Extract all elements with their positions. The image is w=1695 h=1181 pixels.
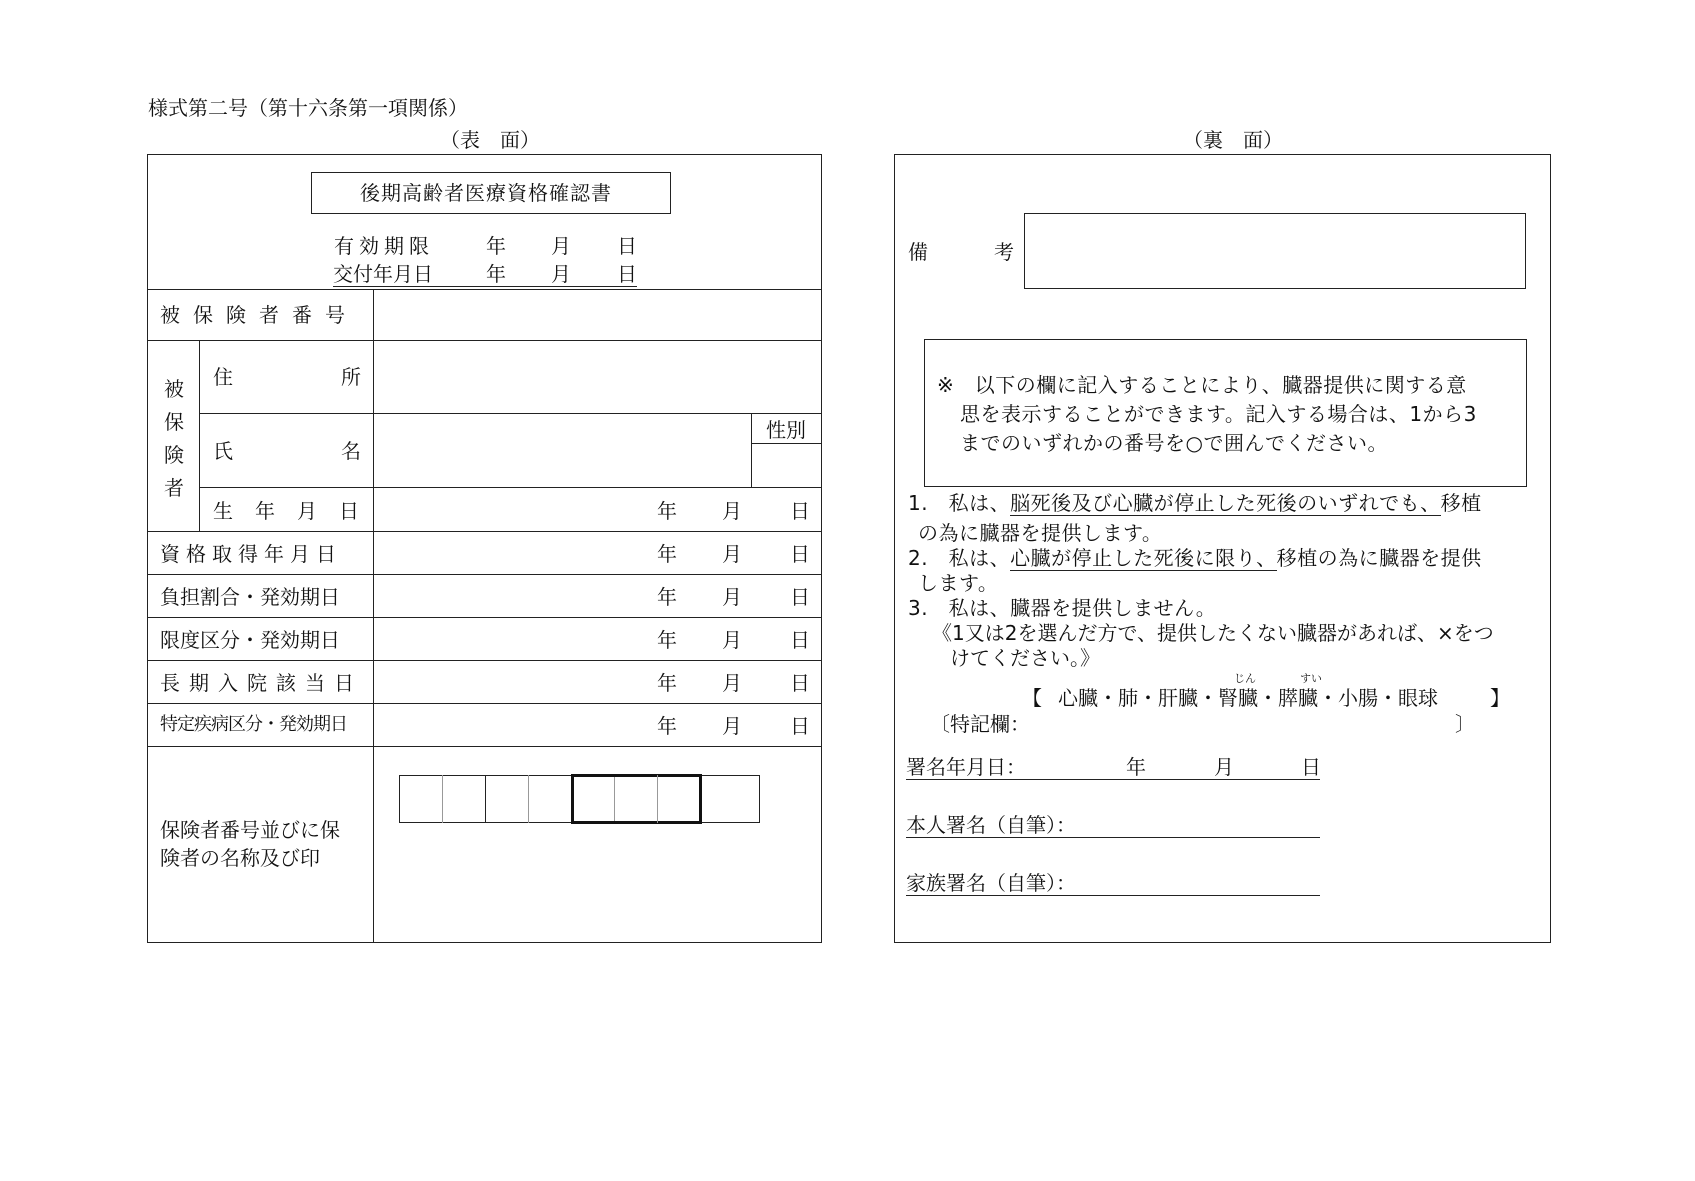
long-stay-day: 日: [790, 671, 810, 695]
sign-month: 月: [1214, 755, 1234, 779]
validity-day: 日: [617, 234, 637, 258]
burden-year: 年: [657, 585, 677, 609]
disease-day: 日: [790, 714, 810, 738]
birth-day: 日: [790, 499, 810, 523]
divider: [147, 617, 822, 618]
remarks-label-char2: 考: [994, 240, 1014, 264]
gender-field[interactable]: [753, 445, 821, 486]
special-note-field[interactable]: [1030, 710, 1450, 736]
option-2-condition: 心臓が停止した死後に限り、: [1010, 546, 1277, 570]
name-label-char2: 名: [341, 439, 361, 463]
family-sign-underline: [906, 895, 1320, 896]
option-3[interactable]: 3. 私は、臓器を提供しません。: [908, 596, 1217, 620]
divider: [147, 531, 822, 532]
validity-label: 有効期限: [334, 234, 434, 258]
name-field[interactable]: [375, 415, 750, 486]
divider: [147, 289, 822, 290]
option-2-suffix: 移植の為に臓器を提供: [1276, 546, 1482, 570]
option-2[interactable]: [908, 548, 1482, 568]
divider: [373, 289, 374, 943]
self-sign-underline: [906, 837, 1320, 838]
form-header: 様式第二号（第十六条第一項関係）: [148, 96, 468, 120]
notice-line1: ※ 以下の欄に記入することにより、臓器提供に関する意: [937, 373, 1467, 397]
option-1[interactable]: [908, 493, 1482, 513]
option-1-prefix: 1. 私は、: [908, 491, 1011, 515]
back-side-label: （裏 面）: [1183, 128, 1283, 152]
acquisition-date-label: 資格取得年月日: [160, 542, 342, 566]
divider: [199, 487, 822, 488]
insurer-number-boxes[interactable]: [399, 775, 760, 823]
organ-kidney: 腎臓: [1218, 686, 1258, 710]
organ-bracket-close: 】: [1490, 686, 1510, 710]
divider: [147, 574, 822, 575]
limit-month: 月: [722, 628, 742, 652]
divider: [199, 413, 822, 414]
sign-day: 日: [1301, 755, 1321, 779]
organ-pancreas: 膵臓: [1278, 686, 1318, 710]
disease-year: 年: [657, 714, 677, 738]
limit-label: 限度区分・発効期日: [160, 628, 340, 652]
family-sign-field[interactable]: [1080, 866, 1320, 894]
divider: [751, 413, 752, 487]
divider: [147, 703, 822, 704]
organ-bracket-open: 【: [1022, 686, 1042, 710]
front-side-label: （表 面）: [440, 128, 540, 152]
organs-separator: ・: [1258, 686, 1278, 710]
burden-day: 日: [790, 585, 810, 609]
sign-date-underline: [906, 779, 1320, 780]
choice-note-line1: 《1又は2を選んだ方で、提供したくない臓器があれば、×をつ: [932, 621, 1494, 645]
special-note-close: 〕: [1455, 712, 1475, 736]
option-2-prefix: 2. 私は、: [908, 546, 1011, 570]
birth-date-label: 生年月日: [213, 499, 381, 523]
long-stay-year: 年: [657, 671, 677, 695]
issue-day: 日: [617, 262, 637, 286]
insured-number-field[interactable]: [375, 291, 821, 339]
acquisition-month: 月: [722, 542, 742, 566]
birth-month: 月: [722, 499, 742, 523]
address-label-char1: 住: [213, 365, 233, 389]
disease-month: 月: [722, 714, 742, 738]
address-label-char2: 所: [341, 365, 361, 389]
insurer-label-line1: 保険者番号並びに保: [160, 818, 340, 842]
option-1-condition: 脳死後及び心臓が停止した死後のいずれでも、: [1010, 491, 1441, 515]
issue-year: 年: [486, 262, 506, 286]
organ-list[interactable]: [1058, 688, 1438, 708]
acquisition-year: 年: [657, 542, 677, 566]
notice-line3: までのいずれかの番号を○で囲んでください。: [960, 431, 1388, 455]
family-sign-label: 家族署名（自筆）：: [906, 871, 1076, 895]
special-note-open: 〔特記欄：: [930, 712, 1030, 736]
organs-part2: ・小腸・眼球: [1318, 686, 1438, 710]
sign-date-label: 署名年月日：: [906, 755, 1026, 779]
option-1-line2: の為に臓器を提供します。: [918, 521, 1163, 545]
insurer-label-line2: 険者の名称及び印: [160, 846, 320, 870]
ruby-kidney: じん: [1234, 672, 1256, 685]
divider: [199, 340, 200, 531]
long-stay-label: 長期入院該当日: [160, 671, 363, 695]
sign-year: 年: [1126, 755, 1146, 779]
gender-label: 性別: [766, 418, 806, 442]
card-title: 後期高齢者医療資格確認書: [360, 181, 612, 205]
address-field[interactable]: [375, 342, 821, 412]
validity-year: 年: [486, 234, 506, 258]
option-1-suffix: 移植: [1440, 491, 1482, 515]
issue-date-label: 交付年月日: [333, 262, 433, 286]
limit-year: 年: [657, 628, 677, 652]
name-label-char1: 氏: [213, 439, 233, 463]
remarks-field[interactable]: [1024, 213, 1526, 289]
divider: [751, 443, 822, 444]
specific-disease-label: 特定疾病区分・発効期日: [160, 714, 347, 735]
limit-day: 日: [790, 628, 810, 652]
burden-label: 負担割合・発効期日: [160, 585, 340, 609]
burden-month: 月: [722, 585, 742, 609]
validity-month: 月: [551, 234, 571, 258]
remarks-label-char1: 備: [908, 240, 928, 264]
issue-date-underline: [333, 286, 637, 287]
notice-line2: 思を表示することができます。記入する場合は、1から3: [960, 402, 1477, 426]
insured-group-label: 被保険者: [164, 377, 184, 500]
long-stay-month: 月: [722, 671, 742, 695]
choice-note-line2: けてください。》: [950, 646, 1100, 670]
issue-month: 月: [551, 262, 571, 286]
self-sign-field[interactable]: [1080, 808, 1320, 836]
acquisition-day: 日: [790, 542, 810, 566]
divider: [147, 746, 822, 747]
organs-part1: 心臓・肺・肝臓・: [1058, 686, 1218, 710]
insured-number-label: 被保険者番号: [160, 303, 358, 327]
ruby-pancreas: すい: [1300, 672, 1322, 685]
option-2-line2: します。: [918, 571, 999, 595]
self-sign-label: 本人署名（自筆）：: [906, 813, 1076, 837]
birth-year: 年: [657, 499, 677, 523]
divider: [147, 340, 822, 341]
divider: [147, 660, 822, 661]
